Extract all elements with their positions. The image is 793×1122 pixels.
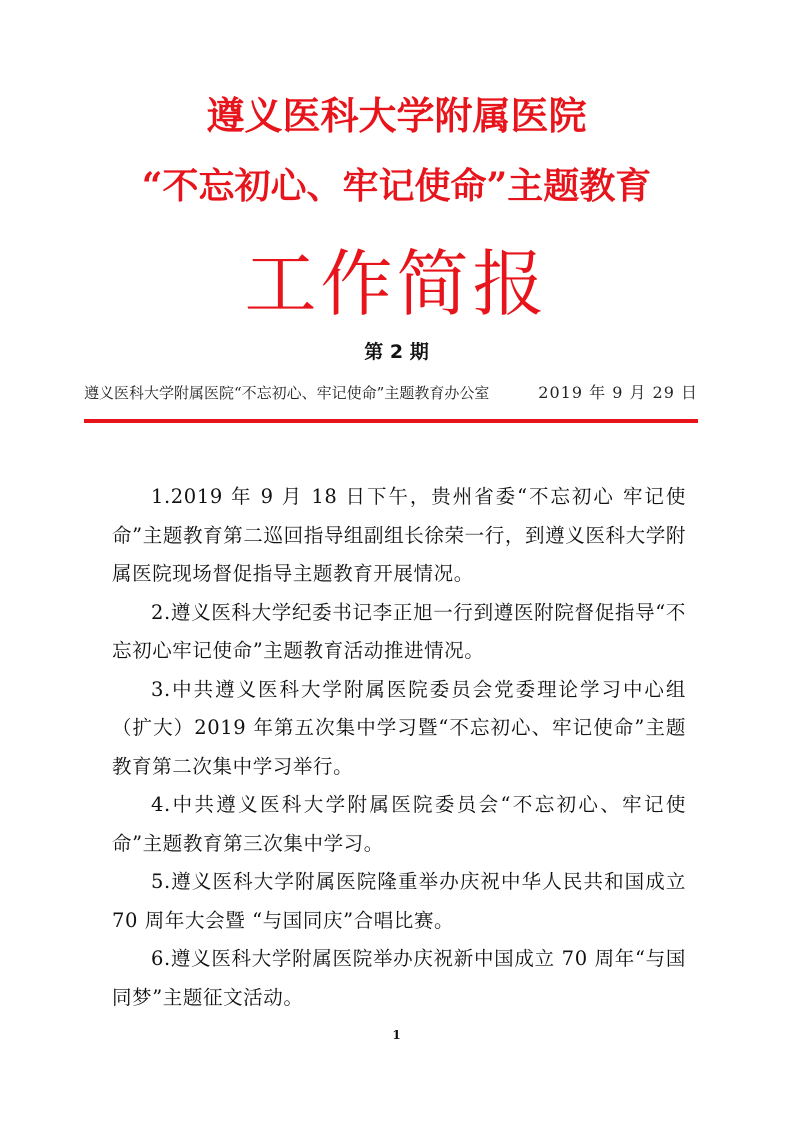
bulletin-contents [112, 478, 686, 1017]
content-item: 5.遵义医科大学附属医院隆重举办庆祝中华人民共和国成立 70 周年大会暨 “与国同庆”合唱比赛。 [112, 870, 686, 932]
campaign-title: “不忘初心、牢记使命”主题教育 [141, 165, 652, 207]
content-item: 3.中共遵义医科大学附属医院委员会党委理论学习中心组（扩大）2019 年第五次集中学习暨“不忘初心、牢记使命”主题教育第二次集中学习举行。 [112, 677, 686, 778]
page-number: 1 [392, 1028, 401, 1042]
issue-number: 第 2 期 [364, 341, 429, 363]
content-item: 1.2019 年 9 月 18 日下午，贵州省委“不忘初心 牢记使命”主题教育第二巡回指导组副组长徐荣一行，到遵义医科大学附属医院现场督促指导主题教育开展情况。 [112, 485, 686, 585]
issuing-office: 遵义医科大学附属医院“不忘初心、牢记使命”主题教育办公室 [84, 384, 490, 402]
hospital-title: 遵义医科大学附属医院 [206, 93, 587, 138]
meta-row [84, 380, 698, 406]
bulletin-title: 工作简报 [244, 242, 549, 326]
content-item: 6.遵义医科大学附属医院举办庆祝新中国成立 70 周年“与国同梦”主题征文活动。 [112, 947, 686, 1009]
content-item: 2.遵义医科大学纪委书记李正旭一行到遵医附院督促指导“不忘初心牢记使命”主题教育活动推进情况。 [112, 600, 686, 662]
red-divider [84, 419, 698, 423]
content-item: 4.中共遵义医科大学附属医院委员会“不忘初心、牢记使命”主题教育第三次集中学习。 [112, 793, 686, 855]
issue-date: 2019 年 9 月 29 日 [538, 383, 698, 402]
